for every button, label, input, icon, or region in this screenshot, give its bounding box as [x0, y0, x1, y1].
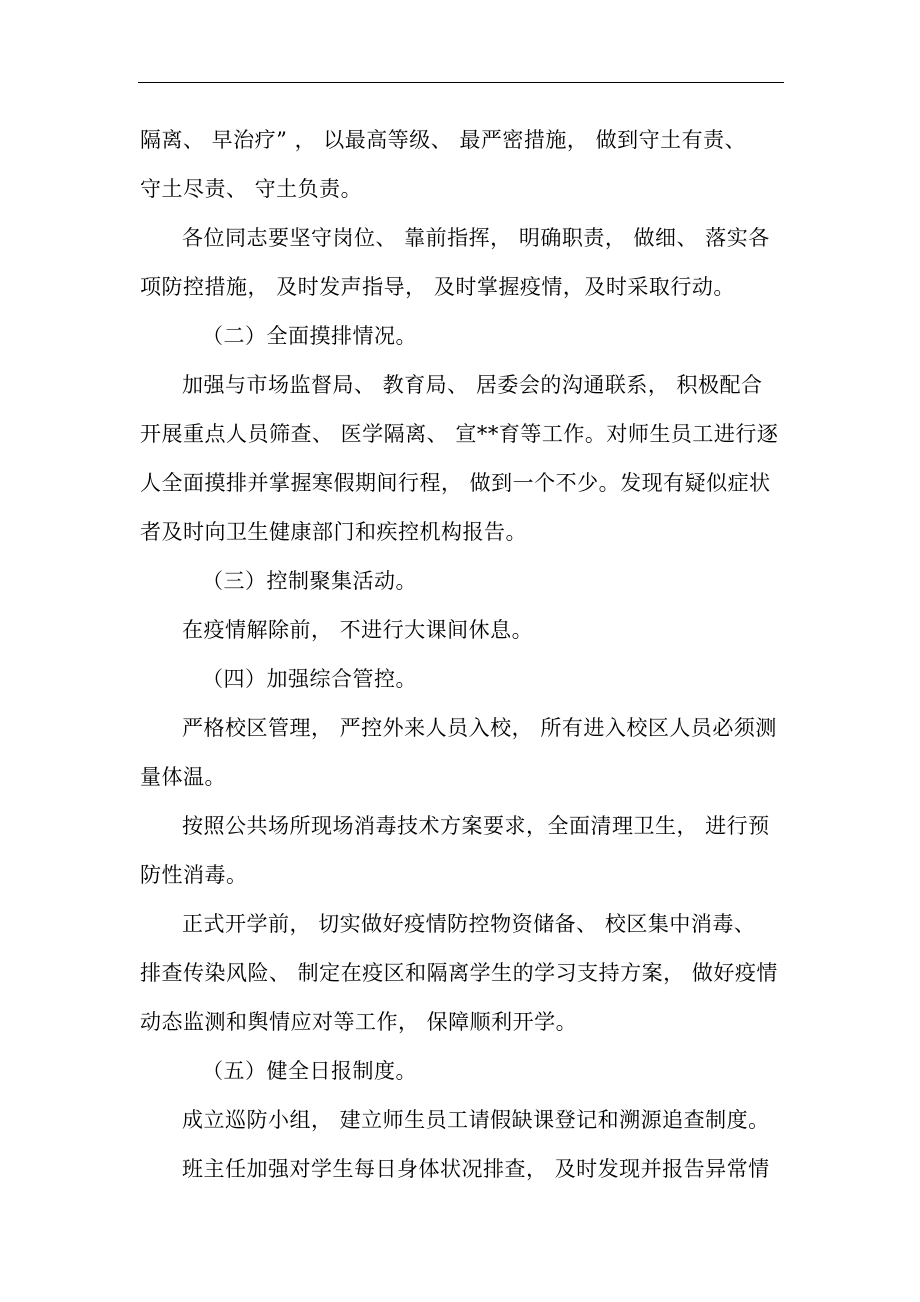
text-line: 项防控措施， 及时发声指导， 及时掌握疫情，及时采取行动。 — [140, 275, 735, 299]
text-line: 班主任加强对学生每日身体状况排查， 及时发现并报告异常情 — [182, 1157, 770, 1181]
text-line: 各位同志要坚守岗位、 靠前指挥， 明确职责， 做细、 落实各 — [182, 226, 770, 250]
header-rule — [138, 82, 784, 83]
text-line: 量体温。 — [140, 765, 226, 789]
text-line: 隔离、 早治疗” ， 以最高等级、 最严密措施， 做到守土有责、 — [140, 128, 747, 152]
section-heading: （二）全面摸排情况。 — [202, 324, 417, 348]
text-line: 者及时向卫生健康部门和疾控机构报告。 — [140, 520, 527, 544]
document-body — [140, 116, 790, 1194]
section-heading: （三）控制聚集活动。 — [202, 569, 417, 593]
text-line: 在疫情解除前， 不进行大课间休息。 — [182, 618, 534, 642]
text-line: 成立巡防小组， 建立师生员工请假缺课登记和溯源追查制度。 — [182, 1108, 770, 1132]
text-line: 严格校区管理， 严控外来人员入校， 所有进入校区人员必须测 — [182, 716, 777, 740]
section-heading: （四）加强综合管控。 — [202, 667, 417, 691]
text-line: 防性消毒。 — [140, 863, 248, 887]
text-line: 正式开学前， 切实做好疫情防控物资储备、 校区集中消毒、 — [182, 912, 756, 936]
text-line: 守土尽责、 守土负责。 — [140, 177, 363, 201]
section-heading: （五）健全日报制度。 — [202, 1059, 417, 1083]
text-line: 动态监测和舆情应对等工作， 保障顺利开学。 — [140, 1010, 578, 1034]
text-line: 按照公共场所现场消毒技术方案要求，全面清理卫生， 进行预 — [182, 814, 770, 838]
text-line: 加强与市场监督局、 教育局、 居委会的沟通联系， 积极配合 — [182, 373, 763, 397]
text-line: 人全面摸排并掌握寒假期间行程， 做到一个不少。发现有疑似症状 — [140, 471, 771, 495]
text-line: 排查传染风险、 制定在疫区和隔离学生的学习支持方案， 做好疫情 — [140, 961, 778, 985]
text-line: 开展重点人员筛查、 医学隔离、 宣**育等工作。对师生员工进行逐 — [140, 422, 779, 446]
